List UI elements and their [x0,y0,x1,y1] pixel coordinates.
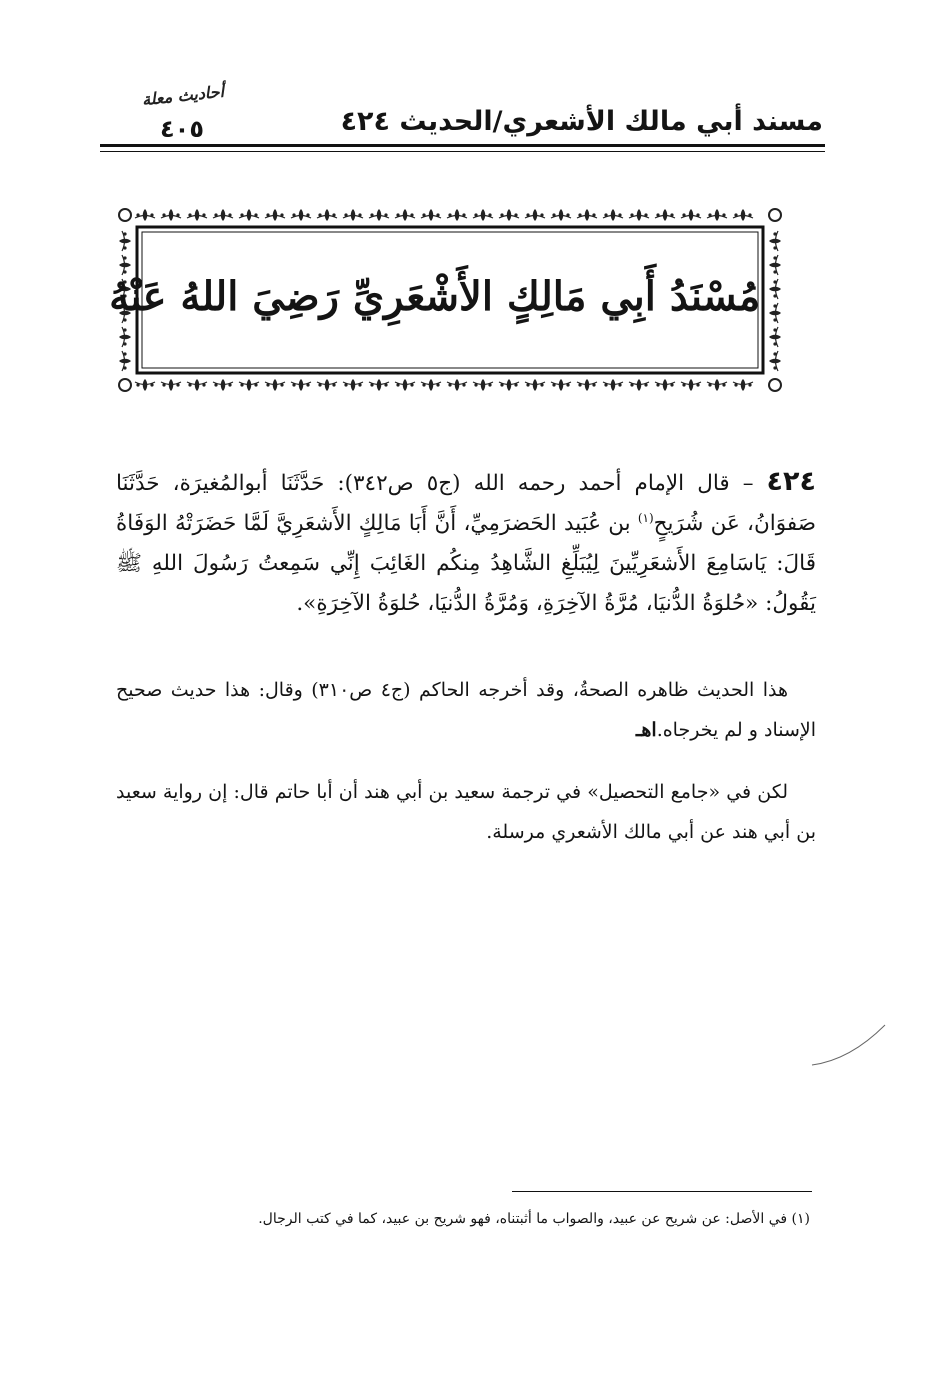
footnote [110,1206,810,1232]
page-number: ٤٠٥ [128,114,236,144]
header-rule-thin [100,151,825,152]
running-header-title: مسند أبي مالك الأشعري/الحديث ٤٢٤ [340,106,823,137]
hadith-line-2a: صَفوَانُ، عَن شُرَيحٍ [653,511,816,536]
hadith-number: ٤٢٤ [766,466,816,497]
musnad-title: مُسْنَدُ أَبِي مَالِكٍ الأَشْعَرِيِّ رَضِيَ اللهُ عَنْهُ [109,273,760,320]
footnote-marker: (١) [791,1211,810,1227]
footnote-reference: (١) [637,510,654,525]
hadith-line-2b: بن عُبَيد الحَضرَمِيِّ، أَنَّ أَبَا مَالِكٍ الأَشعَرِيَّ لَمَّا حَضَرَتْهُ [174,511,638,536]
hadith-line-3: الوَفَاةُ قَالَ: يَاسَامِعَ الأَشعَرِيِّينَ لِيُبَلِّغِ الشَّاهِدُ مِنكُم الغَائِبَ إِنِّي سَمِعتُ رَسُولَ اللهِ [116,511,816,576]
commentary-text-1: هذا الحديث ظاهره الصحةُ، وقد أخرجه الحاكم (ج٤ ص٣١٠) وقال: هذا حديث صحيح الإسناد و لم يخرجاه. [116,679,816,741]
header-rule [100,144,825,147]
footnote-text: في الأصل: عن شريح عن عبيد، والصواب ما أثبتناه، فهو شريح بن عبيد، كما في كتب الرجال. [258,1211,788,1227]
hadith-text [116,462,816,624]
commentary-paragraph-1 [116,670,816,750]
hadith-line-4: ﷺ يَقُولُ: «حُلوَةُ الدُّنيَا، مُرَّةُ الآخِرَةِ، وَمُرَّةُ الدُّنيَا، حُلوَةُ الآخِرَةِ». [116,551,816,616]
commentary-paragraph-2: لكن في «جامع التحصيل» في ترجمة سعيد بن أبي هند أن أبا حاتم قال: إن رواية سعيد بن أبي هند عن أبي مالك الأشعري مرسلة. [116,781,816,843]
hadith-line-1: – قال الإمام أحمد رحمه الله (ج٥ ص٣٤٢): حَدَّثَنَا أبوالمُغيرَة، حَدَّثَنَا [116,471,754,496]
footnote-rule [512,1191,812,1192]
pencil-stroke-icon [810,1020,890,1070]
commentary-end-mark: اهـ [635,719,657,741]
handwritten-annotation: أحاديث معلة [141,81,225,110]
